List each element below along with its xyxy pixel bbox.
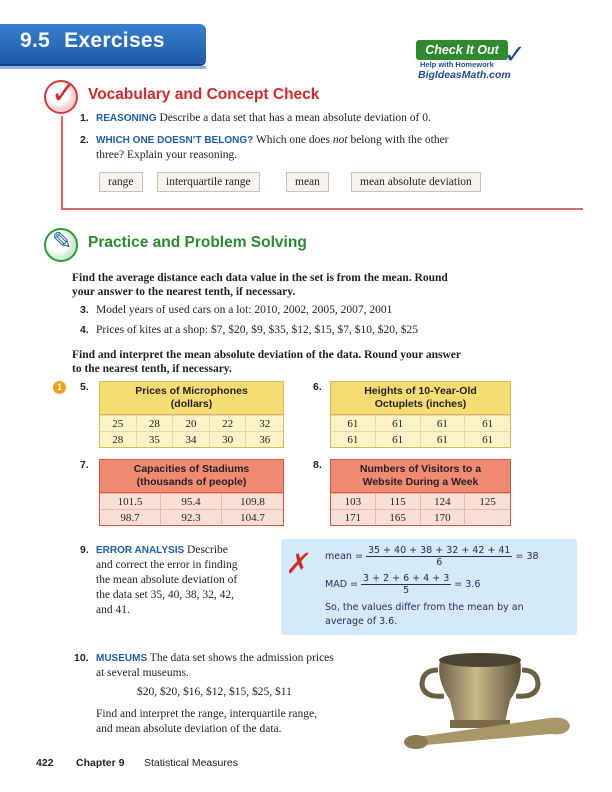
table-cell: 61 [421,431,466,447]
table-title-line: Website During a Week [362,476,479,488]
table-cell: 61 [376,431,421,447]
table-cell: 28 [137,415,174,431]
table-cell: 103 [331,493,376,509]
table-cell: 124 [421,493,466,509]
logo-title: Check It Out [416,40,508,60]
exercise-text: Prices of kites at a shop: $7, $20, $9, $35, $12, $15, $7, $10, $20, $25 [96,324,418,336]
check-icon: ✓ [504,40,526,69]
section-title: Exercises [64,29,165,52]
museum-data: $20, $20, $16, $12, $15, $25, $11 [137,686,292,698]
logo-subtitle: Help with Homework [420,60,494,69]
instructions-1 [72,271,572,299]
instruction-line: Find the average distance each data value in the set is from the mean. Round [72,272,448,284]
table-cell: 165 [376,509,421,525]
check-it-out-logo[interactable] [416,40,534,84]
mean-label: mean = [325,551,363,562]
table-visitors [330,459,511,526]
table-cell: 20 [173,415,210,431]
chip-range: range [99,172,143,192]
help-badge[interactable]: 1 [53,381,66,394]
fraction-denominator: 6 [436,557,443,568]
mortar-pestle-image [400,640,580,750]
table-title [99,381,284,415]
table-cell: 98.7 [100,509,161,525]
exercise-text: belong with the other [350,134,449,146]
instructions-2 [72,348,572,376]
table-title [99,459,284,493]
conclusion-line: average of 3.6. [325,616,398,627]
table-cell: 22 [210,415,247,431]
logo-url[interactable]: BigIdeasMath.com [418,69,511,81]
exercise-text: three? Explain your reasoning. [96,149,238,161]
table-title-line: (dollars) [170,398,213,410]
chapter-title: Statistical Measures [144,757,238,769]
instruction-line: Find and interpret the mean absolute deviation of the data. Round your answer [72,349,462,361]
table-cell: 170 [421,509,466,525]
table-cell: 61 [331,431,376,447]
table-cell: 36 [246,431,283,447]
exercise-text: Describe a data set that has a mean absolute deviation of 0. [159,112,431,124]
section-number: 9.5 [20,29,51,52]
exercise-number: 9. [80,544,89,556]
table-cell: 30 [210,431,247,447]
error-conclusion [325,601,524,629]
exercise-keyword: MUSEUMS [96,653,148,664]
exercise-text: Model years of used cars on a lot: 2010, 2002, 2005, 2007, 2001 [96,304,393,316]
exercise-number: 5. [80,381,89,393]
table-stadiums [99,459,284,526]
table-title-line: Heights of 10-Year-Old [364,385,477,397]
table-cell: 61 [376,415,421,431]
exercise-text: The data set shows the admission prices [149,652,334,664]
exercise-text: and 41. [96,604,130,616]
vocab-heading: Vocabulary and Concept Check [88,86,320,103]
mad-fraction [361,573,451,596]
table-cell: 125 [465,493,510,509]
mad-calculation [325,573,480,596]
exercise-text: and correct the error in finding [96,559,238,571]
table-cell: 61 [331,415,376,431]
exercise-text: Describe [187,544,228,556]
table-cell: 115 [376,493,421,509]
table-cell: 101.5 [100,493,161,509]
exercise-number: 7. [80,459,89,471]
mad-label: MAD = [325,579,358,590]
chip-interquartile-range: interquartile range [157,172,260,192]
mad-result: = 3.6 [454,579,481,590]
vocab-border-bottom [61,208,583,210]
table-cell: 92.3 [161,509,222,525]
table-title-line: (thousands of people) [136,476,247,488]
table-title-line: Capacities of Stadiums [133,463,250,475]
table-cell: 171 [331,509,376,525]
instruction-line: to the nearest tenth, if necessary. [72,363,232,375]
instruction-line: your answer to the nearest tenth, if necessary. [72,286,296,298]
exercise-number: 4. [80,324,89,336]
practice-heading: Practice and Problem Solving [88,234,307,251]
exercise-text: Which one does [255,134,330,146]
exercise-number: 8. [313,459,322,471]
exercise-text: the mean absolute deviation of [96,574,238,586]
table-title [330,459,511,493]
exercise-number: 10. [74,652,89,664]
table-title [330,381,511,415]
table-cell: 34 [173,431,210,447]
table-body [99,415,284,448]
exercise-number: 6. [313,381,322,393]
table-cell: 61 [465,415,510,431]
table-cell: 35 [137,431,174,447]
table-cell: 32 [246,415,283,431]
table-cell: 25 [100,415,137,431]
table-body [330,493,511,526]
table-microphones [99,381,284,448]
mean-calculation [325,545,539,568]
fraction-denominator: 5 [403,585,410,596]
exercise-text: and mean absolute deviation of the data. [96,723,282,735]
mean-fraction [366,545,513,568]
exercise-emphasis: not [332,134,348,146]
fraction-numerator: 3 + 2 + 6 + 4 + 3 [363,573,450,584]
table-title-line: Octuplets (inches) [374,398,467,410]
table-title-line: Prices of Microphones [135,385,248,397]
exercise-10-task [96,707,396,737]
table-cell: 61 [421,415,466,431]
exercise-text: at several museums. [96,667,189,679]
section-banner [0,24,206,64]
exercise-number: 2. [80,134,89,146]
exercise-keyword: ERROR ANALYSIS [96,545,185,556]
table-cell: 104.7 [222,509,283,525]
conclusion-line: So, the values differ from the mean by an [325,602,524,613]
banner-text [20,29,165,53]
table-cell [465,509,510,525]
mean-result: = 38 [515,551,539,562]
table-cell: 28 [100,431,137,447]
exercise-keyword: WHICH ONE DOESN’T BELONG? [96,135,254,146]
table-cell: 109.8 [222,493,283,509]
exercise-keyword: REASONING [96,113,157,124]
exercise-number: 1. [80,112,89,124]
vocab-border-left [61,116,63,210]
exercise-number: 3. [80,304,89,316]
error-x-icon: ✗ [284,547,314,580]
chapter-label: Chapter 9 [76,757,125,769]
chip-mean: mean [286,172,329,192]
table-body [99,493,284,526]
table-body [330,415,511,448]
table-cell: 95.4 [161,493,222,509]
table-cell: 61 [465,431,510,447]
table-title-line: Numbers of Visitors to a [359,463,482,475]
chip-mean-absolute-deviation: mean absolute deviation [351,172,481,192]
error-analysis-box [281,539,577,635]
banner-underline [0,66,206,69]
table-octuplets [330,381,511,448]
fraction-numerator: 35 + 40 + 38 + 32 + 42 + 41 [367,545,511,556]
exercise-text: Find and interpret the range, interquartile range, [96,708,317,720]
pencil-paper-icon: ✎ [44,228,78,262]
page-number: 422 [36,757,54,769]
checkmark-icon: ✓ [44,80,78,114]
exercise-text: the data set 35, 40, 38, 32, 42, [96,589,234,601]
